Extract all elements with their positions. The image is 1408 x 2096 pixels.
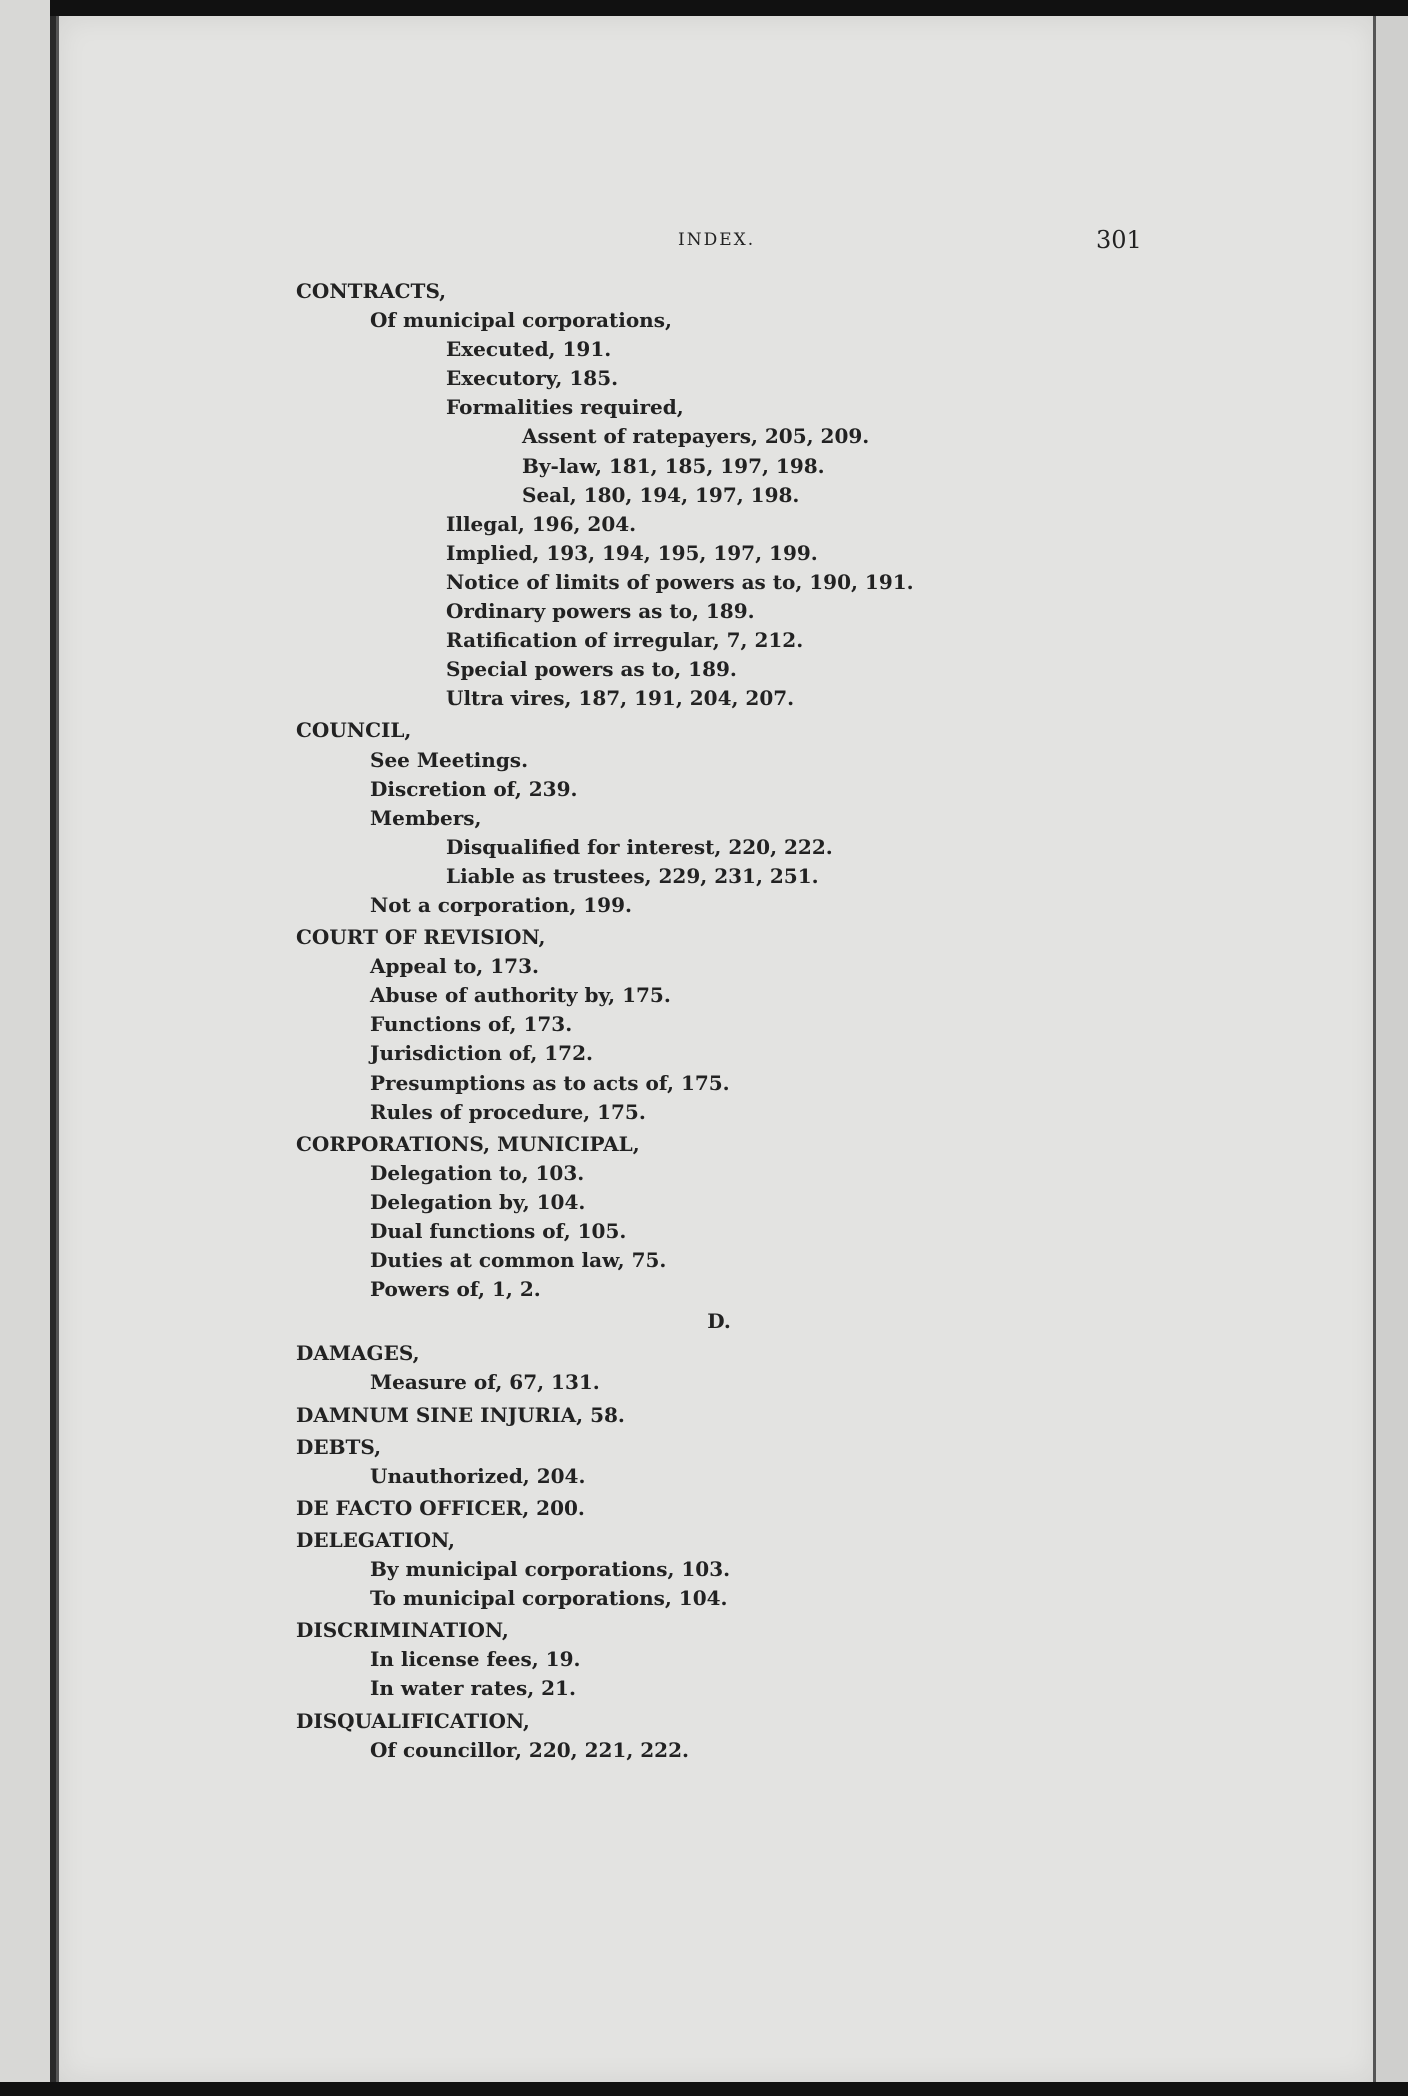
index-subentry: Measure of, 67, 131. — [370, 1370, 600, 1395]
index-subentry: Powers of, 1, 2. — [370, 1277, 541, 1302]
index-subentry: In water rates, 21. — [370, 1676, 576, 1701]
binding-line — [56, 16, 59, 2082]
index-subentry: Of municipal corporations, — [370, 308, 672, 333]
scan-bottom-border — [0, 2082, 1408, 2096]
index-subentry: Delegation to, 103. — [370, 1160, 585, 1185]
index-subentry: Members, — [370, 805, 482, 830]
index-subentry: Dual functions of, 105. — [370, 1219, 627, 1243]
index-subentry: Assent of ratepayers, 205, 209. — [522, 424, 870, 449]
index-subentry: Liable as trustees, 229, 231, 251. — [446, 863, 819, 888]
index-subentry: Discretion of, 239. — [370, 776, 578, 801]
index-entries — [296, 274, 1196, 1765]
index-subentry: Presumptions as to acts of, 175. — [370, 1070, 730, 1095]
index-subentry: Illegal, 196, 204. — [446, 511, 637, 536]
index-subentry: Executory, 185. — [446, 366, 619, 391]
running-header-title: INDEX. — [678, 230, 756, 250]
index-heading: COUNCIL, — [296, 718, 412, 743]
index-subentry: Duties at common law, 75. — [370, 1248, 667, 1273]
index-heading: DISCRIMINATION, — [296, 1618, 509, 1643]
index-subentry: In license fees, 19. — [370, 1647, 581, 1672]
index-heading: DAMNUM SINE INJURIA, 58. — [296, 1402, 625, 1427]
index-subentry: Of councillor, 220, 221, 222. — [370, 1737, 689, 1762]
index-subentry: Delegation by, 104. — [370, 1189, 586, 1214]
index-subentry: Implied, 193, 194, 195, 197, 199. — [446, 540, 818, 565]
index-subentry: Not a corporation, 199. — [370, 892, 632, 917]
index-subentry: Appeal to, 173. — [370, 954, 539, 979]
index-heading: DAMAGES, — [296, 1341, 420, 1366]
index-subentry: Jurisdiction of, 172. — [370, 1041, 593, 1066]
facing-page-edge — [0, 0, 50, 2096]
index-heading: DELEGATION, — [296, 1527, 456, 1552]
index-subentry: Special powers as to, 189. — [446, 657, 737, 682]
index-subentry: Disqualified for interest, 220, 222. — [446, 834, 833, 859]
index-subentry: Ordinary powers as to, 189. — [446, 599, 755, 624]
index-subentry: Rules of procedure, 175. — [370, 1099, 646, 1124]
index-heading: CORPORATIONS, MUNICIPAL, — [296, 1131, 640, 1156]
index-subentry: To municipal corporations, 104. — [370, 1586, 728, 1611]
index-subentry: See Meetings. — [370, 747, 529, 772]
index-subentry: By municipal corporations, 103. — [370, 1557, 731, 1582]
index-subentry: Ultra vires, 187, 191, 204, 207. — [446, 686, 795, 711]
page-number: 301 — [1096, 226, 1142, 254]
index-subentry: Notice of limits of powers as to, 190, 191. — [446, 569, 914, 594]
scan-top-border — [0, 0, 1408, 16]
index-heading: DISQUALIFICATION, — [296, 1708, 530, 1733]
index-heading: CONTRACTS, — [296, 279, 447, 303]
section-letter: D. — [707, 1309, 731, 1334]
index-subentry: Seal, 180, 194, 197, 198. — [522, 482, 800, 507]
index-subentry: Unauthorized, 204. — [370, 1463, 586, 1488]
index-subentry: Ratification of irregular, 7, 212. — [446, 628, 804, 653]
page-stack-edge — [1373, 16, 1408, 2082]
index-subentry: By-law, 181, 185, 197, 198. — [522, 453, 825, 478]
index-heading: COURT OF REVISION, — [296, 925, 546, 950]
index-subentry: Executed, 191. — [446, 337, 612, 362]
index-heading: DEBTS, — [296, 1434, 382, 1459]
index-subentry: Functions of, 173. — [370, 1012, 573, 1037]
index-subentry: Formalities required, — [446, 395, 684, 420]
index-subentry: Abuse of authority by, 175. — [370, 983, 671, 1008]
index-heading: DE FACTO OFFICER, 200. — [296, 1495, 585, 1520]
